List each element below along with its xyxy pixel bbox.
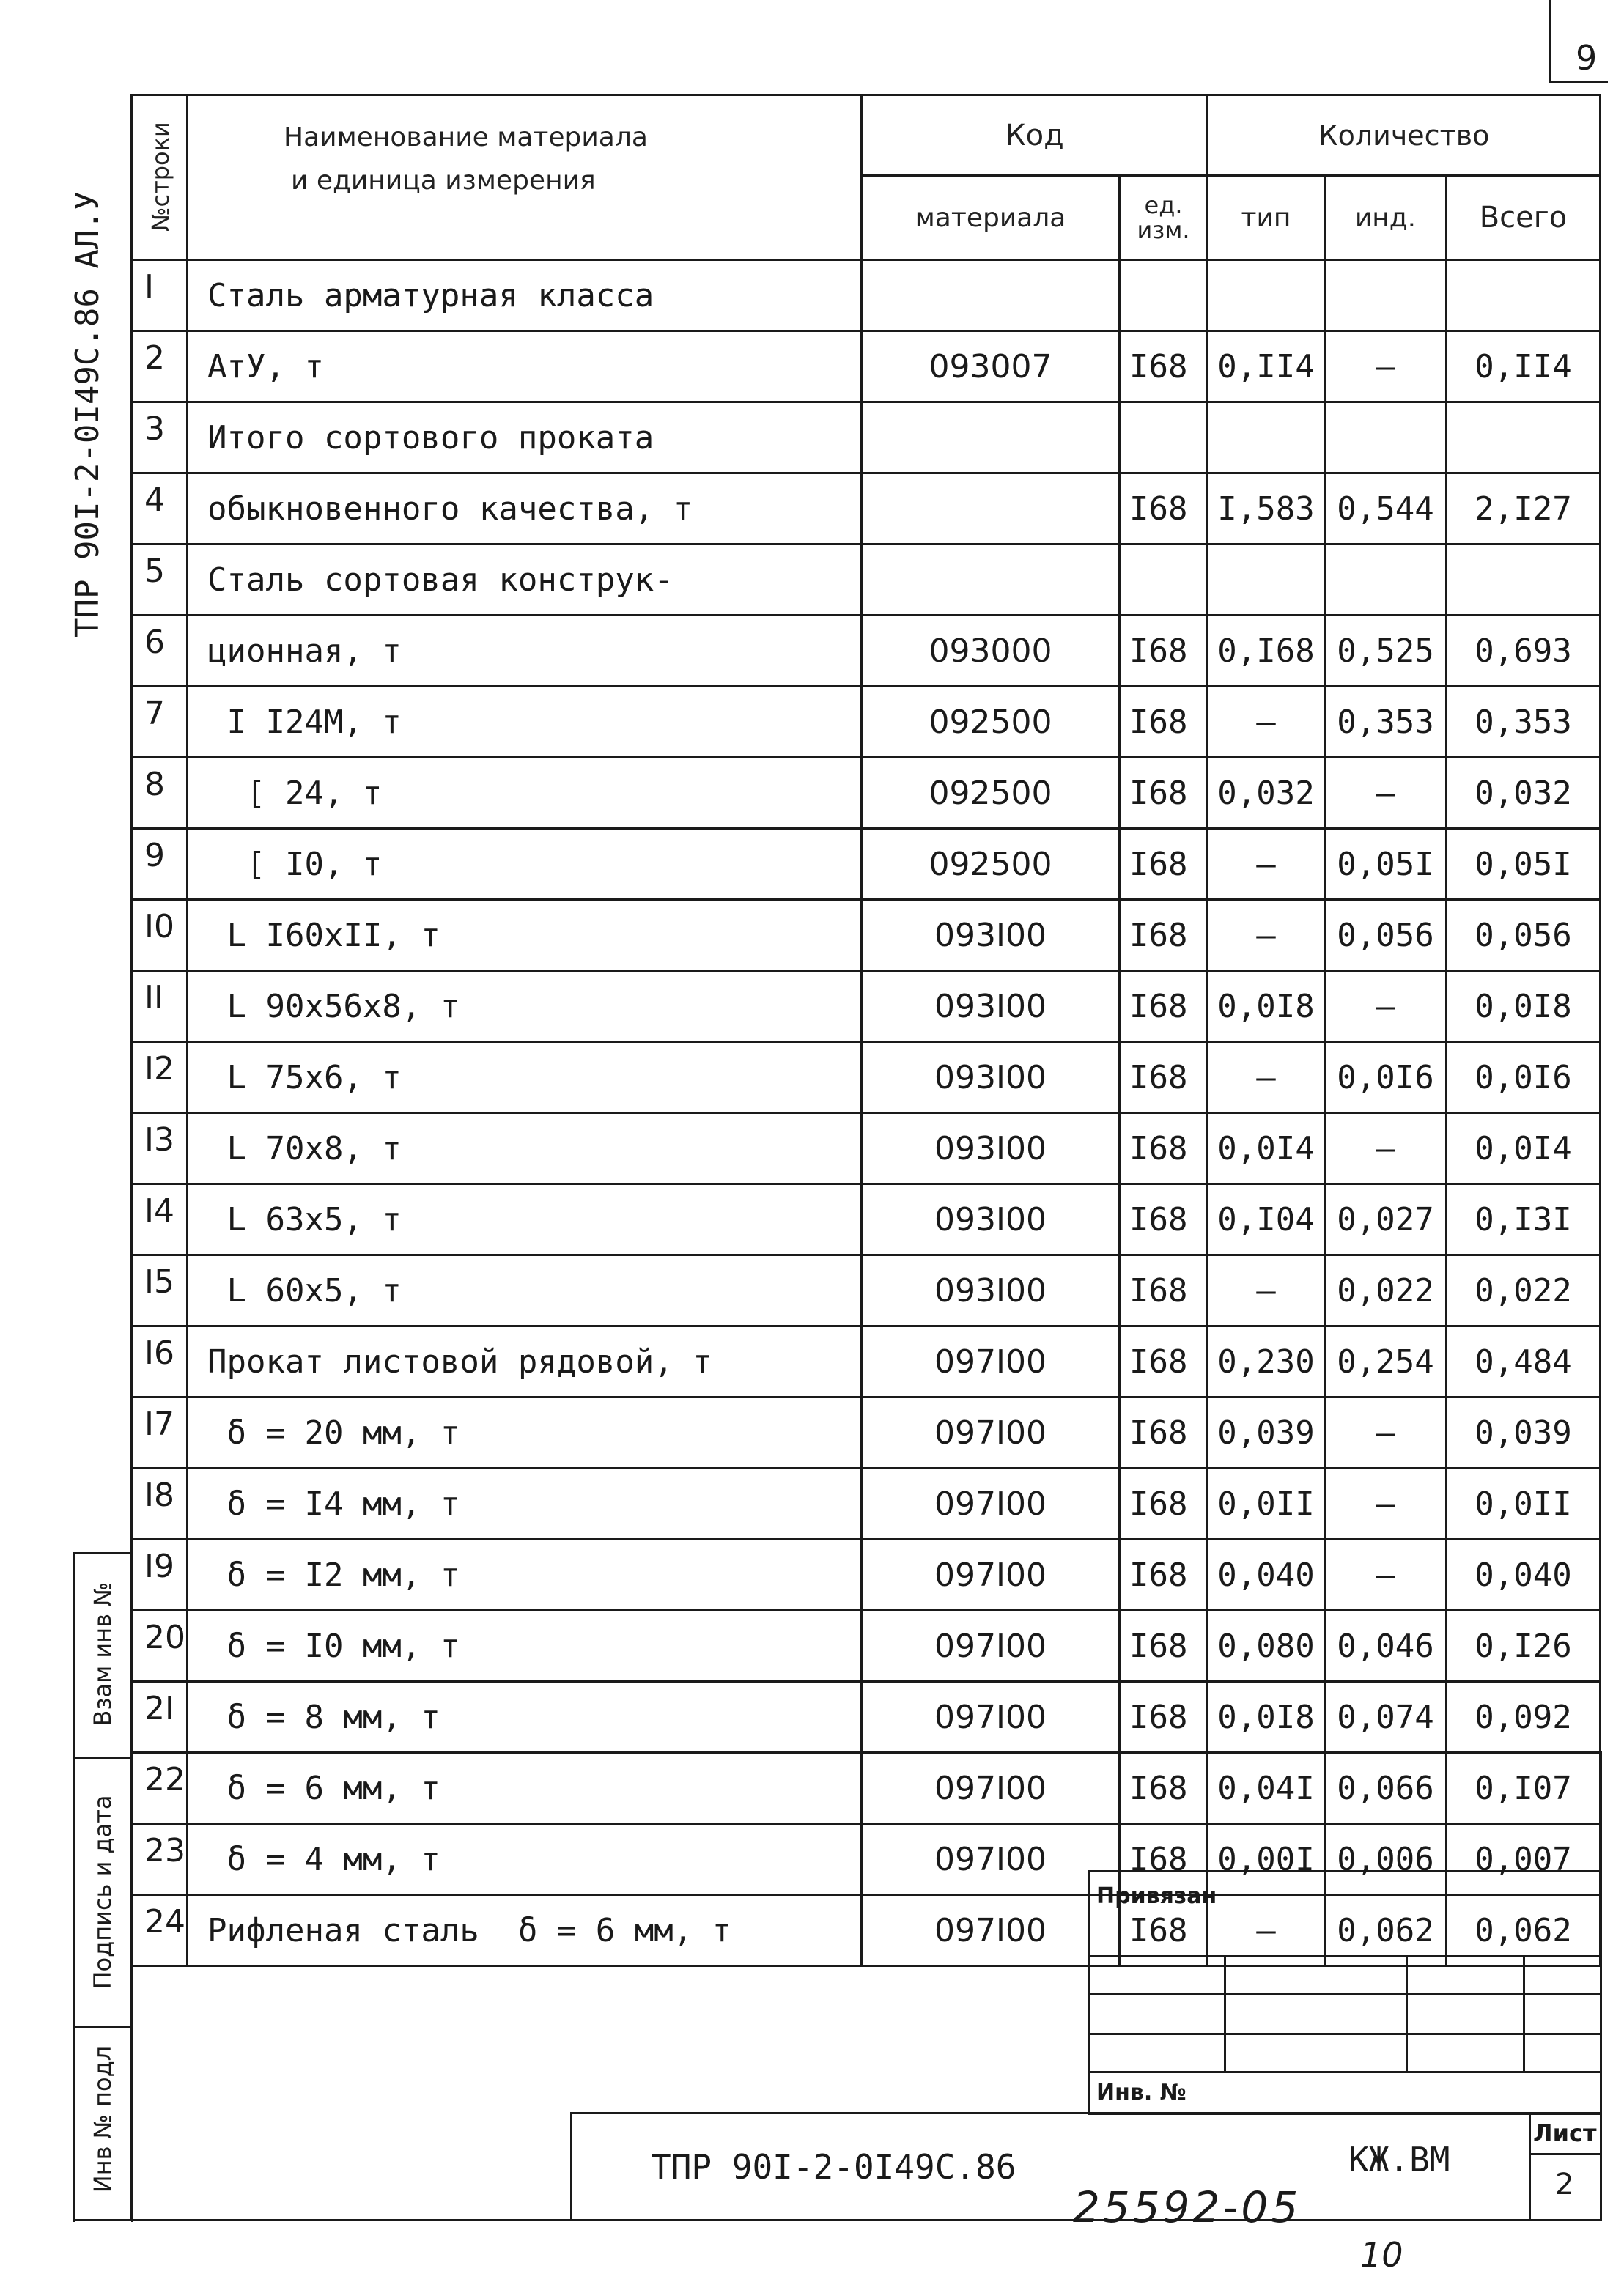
unit-code: I68	[1120, 1255, 1208, 1326]
row-number: 7	[132, 687, 188, 758]
qty-type: –	[1208, 1255, 1325, 1326]
qty-total	[1447, 402, 1601, 473]
material-name: Рифленая сталь δ = 6 мм, т	[188, 1895, 862, 1966]
qty-total: 0,693	[1447, 616, 1601, 687]
row-number: I3	[132, 1113, 188, 1184]
qty-ind: –	[1325, 1540, 1447, 1611]
qty-type	[1208, 260, 1325, 331]
qty-type: 0,I04	[1208, 1184, 1325, 1255]
material-code: 097I00	[862, 1611, 1120, 1682]
table-row	[132, 971, 1601, 1042]
material-name: Сталь сортовая конструк-	[188, 544, 862, 616]
material-code: 093I00	[862, 1184, 1120, 1255]
table-row	[132, 1540, 1601, 1611]
unit-code	[1120, 402, 1208, 473]
qty-ind	[1325, 260, 1447, 331]
row-number: 22	[132, 1753, 188, 1824]
qty-ind: 0,353	[1325, 687, 1447, 758]
materials-table	[130, 94, 1601, 1967]
row-number: 9	[132, 829, 188, 900]
table-row	[132, 1042, 1601, 1113]
inv-vzam-label: Взам инв №	[89, 1581, 117, 1727]
binding-h4	[1088, 2071, 1602, 2073]
title-doc-code: ТПР 90I-2-0I49С.86	[651, 2147, 1016, 2187]
row-number: 6	[132, 616, 188, 687]
material-code: 092500	[862, 758, 1120, 829]
qty-type: 0,0I8	[1208, 971, 1325, 1042]
sheet-cell-left	[1529, 2112, 1531, 2220]
material-name: δ = 8 мм, т	[188, 1682, 862, 1753]
material-name: [ 24, т	[188, 758, 862, 829]
material-name: δ = 4 мм, т	[188, 1824, 862, 1895]
material-name: δ = I2 мм, т	[188, 1540, 862, 1611]
binding-v3	[1523, 1955, 1525, 2071]
table-row	[132, 1397, 1601, 1469]
unit-code: I68	[1120, 1895, 1208, 1966]
sheet-label: Лист	[1533, 2119, 1597, 2147]
material-code: 092500	[862, 687, 1120, 758]
qty-total	[1447, 544, 1601, 616]
row-number: I7	[132, 1397, 188, 1469]
unit-code: I68	[1120, 1753, 1208, 1824]
qty-type: –	[1208, 687, 1325, 758]
material-code: 097I00	[862, 1753, 1120, 1824]
row-number: 8	[132, 758, 188, 829]
qty-type: –	[1208, 1895, 1325, 1966]
qty-ind	[1325, 544, 1447, 616]
qty-type	[1208, 402, 1325, 473]
qty-ind: –	[1325, 331, 1447, 402]
quantity-group-header: Количество	[1208, 95, 1601, 176]
title-block-left	[570, 2112, 572, 2220]
unit-header: ед. изм.	[1120, 176, 1208, 260]
qty-type: I,583	[1208, 473, 1325, 544]
qty-type: 0,I68	[1208, 616, 1325, 687]
qty-type: 0,04I	[1208, 1753, 1325, 1824]
material-name: δ = 6 мм, т	[188, 1753, 862, 1824]
binding-v1	[1224, 1955, 1226, 2071]
qty-total: 0,056	[1447, 900, 1601, 971]
sheet-cell-mid	[1529, 2153, 1602, 2155]
material-code: 097I00	[862, 1397, 1120, 1469]
unit-code: I68	[1120, 1540, 1208, 1611]
unit-code: I68	[1120, 1824, 1208, 1895]
row-number: I5	[132, 1255, 188, 1326]
qty-total: 0,0I6	[1447, 1042, 1601, 1113]
qty-ind: 0,0I6	[1325, 1042, 1447, 1113]
qty-ind: 0,022	[1325, 1255, 1447, 1326]
table-row	[132, 616, 1601, 687]
table-row	[132, 473, 1601, 544]
row-number: I0	[132, 900, 188, 971]
qty-total: 0,I26	[1447, 1611, 1601, 1682]
inv-podl-label: Инв № подл	[89, 2045, 117, 2193]
row-number: I6	[132, 1326, 188, 1397]
table-row	[132, 1184, 1601, 1255]
table-row	[132, 1753, 1601, 1824]
qty-ind: –	[1325, 971, 1447, 1042]
material-name: δ = I4 мм, т	[188, 1469, 862, 1540]
unit-code: I68	[1120, 1469, 1208, 1540]
qty-total: 0,0I4	[1447, 1113, 1601, 1184]
qty-type: –	[1208, 900, 1325, 971]
material-code: 093I00	[862, 971, 1120, 1042]
qty-total: 0,I3I	[1447, 1184, 1601, 1255]
row-number: I2	[132, 1042, 188, 1113]
side-document-code: ТПР 90I-2-0I49С.86 АЛ.У	[69, 191, 106, 638]
qty-total: 0,092	[1447, 1682, 1601, 1753]
qty-ind: 0,056	[1325, 900, 1447, 971]
table-row	[132, 758, 1601, 829]
qty-ind: –	[1325, 1113, 1447, 1184]
material-code-header: материала	[862, 176, 1120, 260]
table-row	[132, 687, 1601, 758]
material-code: 097I00	[862, 1682, 1120, 1753]
qty-type: 0,0I8	[1208, 1682, 1325, 1753]
unit-code: I68	[1120, 473, 1208, 544]
row-number: 2	[132, 331, 188, 402]
sheet-value: 2	[1555, 2168, 1574, 2201]
qty-ind: 0,05I	[1325, 829, 1447, 900]
material-name: Прокат листовой рядовой, т	[188, 1326, 862, 1397]
unit-code: I68	[1120, 616, 1208, 687]
material-code: 097I00	[862, 1540, 1120, 1611]
material-code: 097I00	[862, 1895, 1120, 1966]
unit-code: I68	[1120, 331, 1208, 402]
material-code: 097I00	[862, 1469, 1120, 1540]
table-row	[132, 402, 1601, 473]
unit-code: I68	[1120, 1042, 1208, 1113]
qty-type: 0,040	[1208, 1540, 1325, 1611]
qty-total: 0,484	[1447, 1326, 1601, 1397]
material-name: L 63х5, т	[188, 1184, 862, 1255]
top-right-border	[1549, 0, 1551, 82]
qty-total: 0,0II	[1447, 1469, 1601, 1540]
table-row	[132, 331, 1601, 402]
qty-ind: –	[1325, 758, 1447, 829]
unit-code: I68	[1120, 1682, 1208, 1753]
row-number: 24	[132, 1895, 188, 1966]
qty-total: 0,039	[1447, 1397, 1601, 1469]
unit-code: I68	[1120, 1326, 1208, 1397]
top-right-border-h	[1549, 81, 1608, 83]
qty-total: 0,II4	[1447, 331, 1601, 402]
qty-type: –	[1208, 1042, 1325, 1113]
frame-left-line	[130, 1751, 133, 2220]
material-code: 093I00	[862, 1042, 1120, 1113]
row-number: 20	[132, 1611, 188, 1682]
material-code: 097I00	[862, 1824, 1120, 1895]
material-name: L 90х56х8, т	[188, 971, 862, 1042]
qty-type: 0,039	[1208, 1397, 1325, 1469]
row-number: 3	[132, 402, 188, 473]
qty-total: 2,I27	[1447, 473, 1601, 544]
qty-type: 0,00I	[1208, 1824, 1325, 1895]
qty-ind: 0,544	[1325, 473, 1447, 544]
qty-ind	[1325, 402, 1447, 473]
code-group-header: Код	[862, 95, 1208, 176]
material-code: 092500	[862, 829, 1120, 900]
table-row	[132, 1113, 1601, 1184]
binding-v2	[1406, 1955, 1408, 2071]
qty-total: 0,062	[1447, 1895, 1601, 1966]
unit-code: I68	[1120, 758, 1208, 829]
material-name: L 75х6, т	[188, 1042, 862, 1113]
row-number: 4	[132, 473, 188, 544]
material-name: L 60х5, т	[188, 1255, 862, 1326]
material-code	[862, 402, 1120, 473]
title-block-top	[570, 2112, 1602, 2114]
unit-code	[1120, 544, 1208, 616]
table-row	[132, 829, 1601, 900]
table-row	[132, 1469, 1601, 1540]
material-code	[862, 473, 1120, 544]
material-name: Сталь арматурная класса	[188, 260, 862, 331]
qty-type: 0,080	[1208, 1611, 1325, 1682]
row-number-header: №строки	[132, 95, 188, 260]
qty-type: 0,230	[1208, 1326, 1325, 1397]
qty-type-header: тип	[1208, 176, 1325, 260]
qty-total: 0,007	[1447, 1824, 1601, 1895]
qty-ind: 0,254	[1325, 1326, 1447, 1397]
qty-total	[1447, 260, 1601, 331]
qty-total-header: Всего	[1447, 176, 1601, 260]
unit-code: I68	[1120, 971, 1208, 1042]
row-number: 23	[132, 1824, 188, 1895]
material-code: 093I00	[862, 1113, 1120, 1184]
row-number: I9	[132, 1540, 188, 1611]
table-row	[132, 1255, 1601, 1326]
table-row	[132, 900, 1601, 971]
qty-ind: 0,066	[1325, 1753, 1447, 1824]
material-name-header: Наименование материала и единица измерения	[188, 95, 862, 260]
row-number: 5	[132, 544, 188, 616]
sign-date-label: Подпись и дата	[89, 1795, 117, 1990]
qty-total: 0,0I8	[1447, 971, 1601, 1042]
material-code	[862, 260, 1120, 331]
row-number: 2I	[132, 1682, 188, 1753]
material-code: 093007	[862, 331, 1120, 402]
qty-type: –	[1208, 829, 1325, 900]
table-row	[132, 1611, 1601, 1682]
handwritten-number: 25592-05	[1073, 2182, 1302, 2232]
row-number: II	[132, 971, 188, 1042]
material-name: δ = I0 мм, т	[188, 1611, 862, 1682]
qty-total: 0,022	[1447, 1255, 1601, 1326]
row-number: I8	[132, 1469, 188, 1540]
material-name: АтУ, т	[188, 331, 862, 402]
unit-code: I68	[1120, 1184, 1208, 1255]
table-row	[132, 544, 1601, 616]
qty-type: 0,II4	[1208, 331, 1325, 402]
material-code: 097I00	[862, 1326, 1120, 1397]
unit-code: I68	[1120, 1611, 1208, 1682]
unit-code: I68	[1120, 829, 1208, 900]
material-code: 093000	[862, 616, 1120, 687]
qty-total: 0,05I	[1447, 829, 1601, 900]
material-name: δ = 20 мм, т	[188, 1397, 862, 1469]
qty-total: 0,040	[1447, 1540, 1601, 1611]
qty-ind: 0,074	[1325, 1682, 1447, 1753]
material-code: 093I00	[862, 900, 1120, 971]
material-code	[862, 544, 1120, 616]
material-name: L I60хII, т	[188, 900, 862, 971]
table-row	[132, 1682, 1601, 1753]
qty-ind-header: инд.	[1325, 176, 1447, 260]
material-name: обыкновенного качества, т	[188, 473, 862, 544]
qty-type: 0,0I4	[1208, 1113, 1325, 1184]
qty-type: 0,0II	[1208, 1469, 1325, 1540]
row-number: I	[132, 260, 188, 331]
unit-code: I68	[1120, 1397, 1208, 1469]
binding-title: Привязан	[1096, 1883, 1217, 1909]
page-number: 9	[1576, 38, 1598, 78]
footer-handwritten-number: 10	[1360, 2235, 1403, 2275]
material-name: [ I0, т	[188, 829, 862, 900]
unit-code: I68	[1120, 1113, 1208, 1184]
qty-type	[1208, 544, 1325, 616]
qty-total: 0,032	[1447, 758, 1601, 829]
unit-code	[1120, 260, 1208, 331]
binding-inv-label: Инв. №	[1096, 2080, 1186, 2105]
qty-ind: —	[1325, 1397, 1447, 1469]
qty-ind: 0,027	[1325, 1184, 1447, 1255]
frame-bottom-line	[73, 2219, 1602, 2221]
material-name: I I24М, т	[188, 687, 862, 758]
qty-type: 0,032	[1208, 758, 1325, 829]
qty-ind: 0,006	[1325, 1824, 1447, 1895]
table-row	[132, 1326, 1601, 1397]
table-row	[132, 260, 1601, 331]
qty-total: 0,353	[1447, 687, 1601, 758]
title-mark: КЖ.ВМ	[1348, 2140, 1450, 2179]
qty-ind: 0,525	[1325, 616, 1447, 687]
qty-total: 0,I07	[1447, 1753, 1601, 1824]
left-stamp-divider-1	[73, 1757, 133, 1759]
unit-code: I68	[1120, 687, 1208, 758]
material-name: L 70х8, т	[188, 1113, 862, 1184]
row-number: I4	[132, 1184, 188, 1255]
material-name: ционная, т	[188, 616, 862, 687]
material-name: Итого сортового проката	[188, 402, 862, 473]
qty-ind: –	[1325, 1469, 1447, 1540]
qty-ind: 0,062	[1325, 1895, 1447, 1966]
material-code: 093I00	[862, 1255, 1120, 1326]
qty-ind: 0,046	[1325, 1611, 1447, 1682]
unit-code: I68	[1120, 900, 1208, 971]
